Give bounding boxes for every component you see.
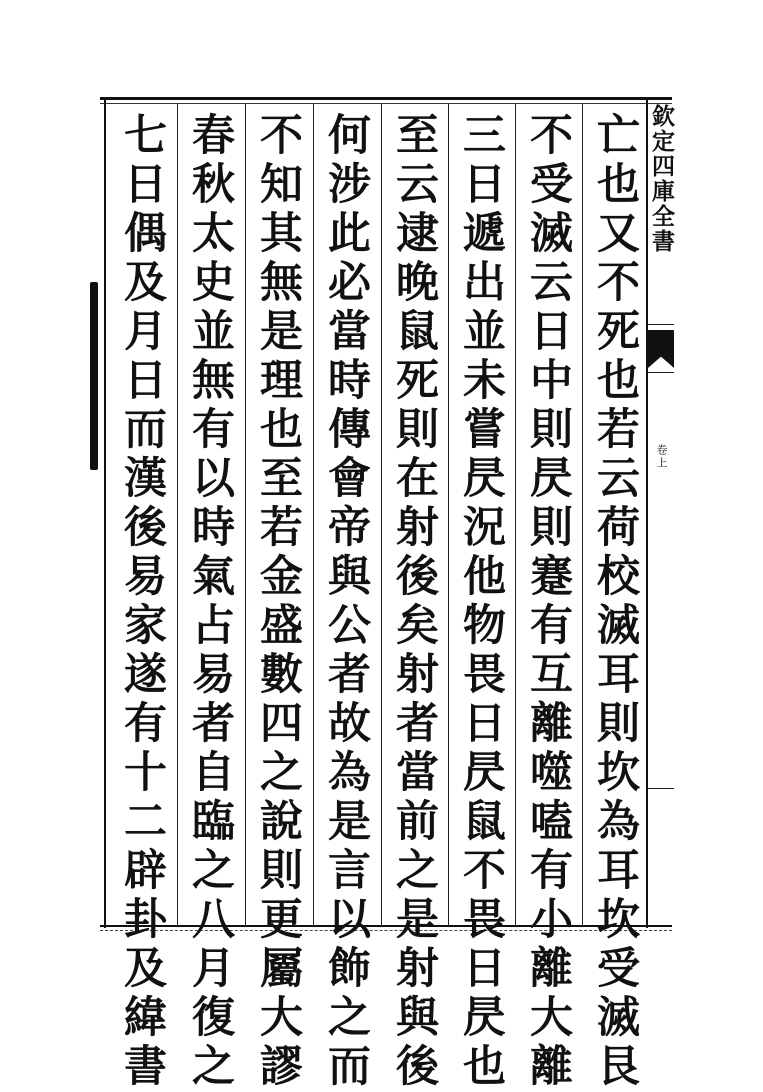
column-divider — [582, 104, 583, 926]
column-divider — [177, 104, 178, 926]
column-divider — [448, 104, 449, 926]
book-title: 欽定四庫全書 — [648, 104, 675, 254]
text-column-6 — [248, 112, 308, 1092]
fish-tail-mark — [648, 330, 674, 368]
margin-divider — [648, 788, 674, 789]
text-column-4 — [384, 112, 444, 1092]
column-text: 亡也又不死也若云荷校滅耳則坎為耳坎受滅艮 — [590, 112, 640, 1092]
column-text: 不受滅云日中則昃則蹇有互離噬嗑有小離大離 — [523, 112, 573, 1092]
margin-heading-column — [648, 98, 674, 928]
column-divider — [313, 104, 314, 926]
column-text: 七日偶及月日而漢後易家遂有十二辟卦及緯書 — [117, 112, 167, 1092]
column-text: 三日遞出並未嘗昃況他物畏日昃鼠不畏日昃也 — [456, 112, 506, 1092]
frame-top-border — [100, 97, 672, 100]
text-column-3 — [451, 112, 511, 1092]
text-column-8 — [112, 112, 172, 1092]
frame-top-inner-border — [100, 103, 672, 104]
column-divider — [515, 104, 516, 926]
volume-label: 卷上 — [655, 444, 668, 470]
frame-left-border — [104, 98, 106, 928]
margin-divider — [648, 324, 674, 325]
column-divider — [245, 104, 246, 926]
binding-bar — [90, 282, 98, 470]
margin-divider — [648, 372, 674, 373]
text-column-7 — [180, 112, 240, 1092]
column-text: 何涉此必當時傳會帝與公者故為是言以飾之而 — [321, 112, 371, 1092]
text-column-1 — [585, 112, 645, 1092]
column-divider — [381, 104, 382, 926]
column-text: 春秋太史並無有以時氣占易者自臨之八月復之 — [185, 112, 235, 1092]
column-text: 至云逮晚鼠死則在射後矣射者當前之是射與後 — [389, 112, 439, 1092]
text-column-2 — [518, 112, 578, 1092]
column-text: 不知其無是理也至若金盛數四之說則更屬大謬 — [253, 112, 303, 1092]
text-column-5 — [316, 112, 376, 1092]
